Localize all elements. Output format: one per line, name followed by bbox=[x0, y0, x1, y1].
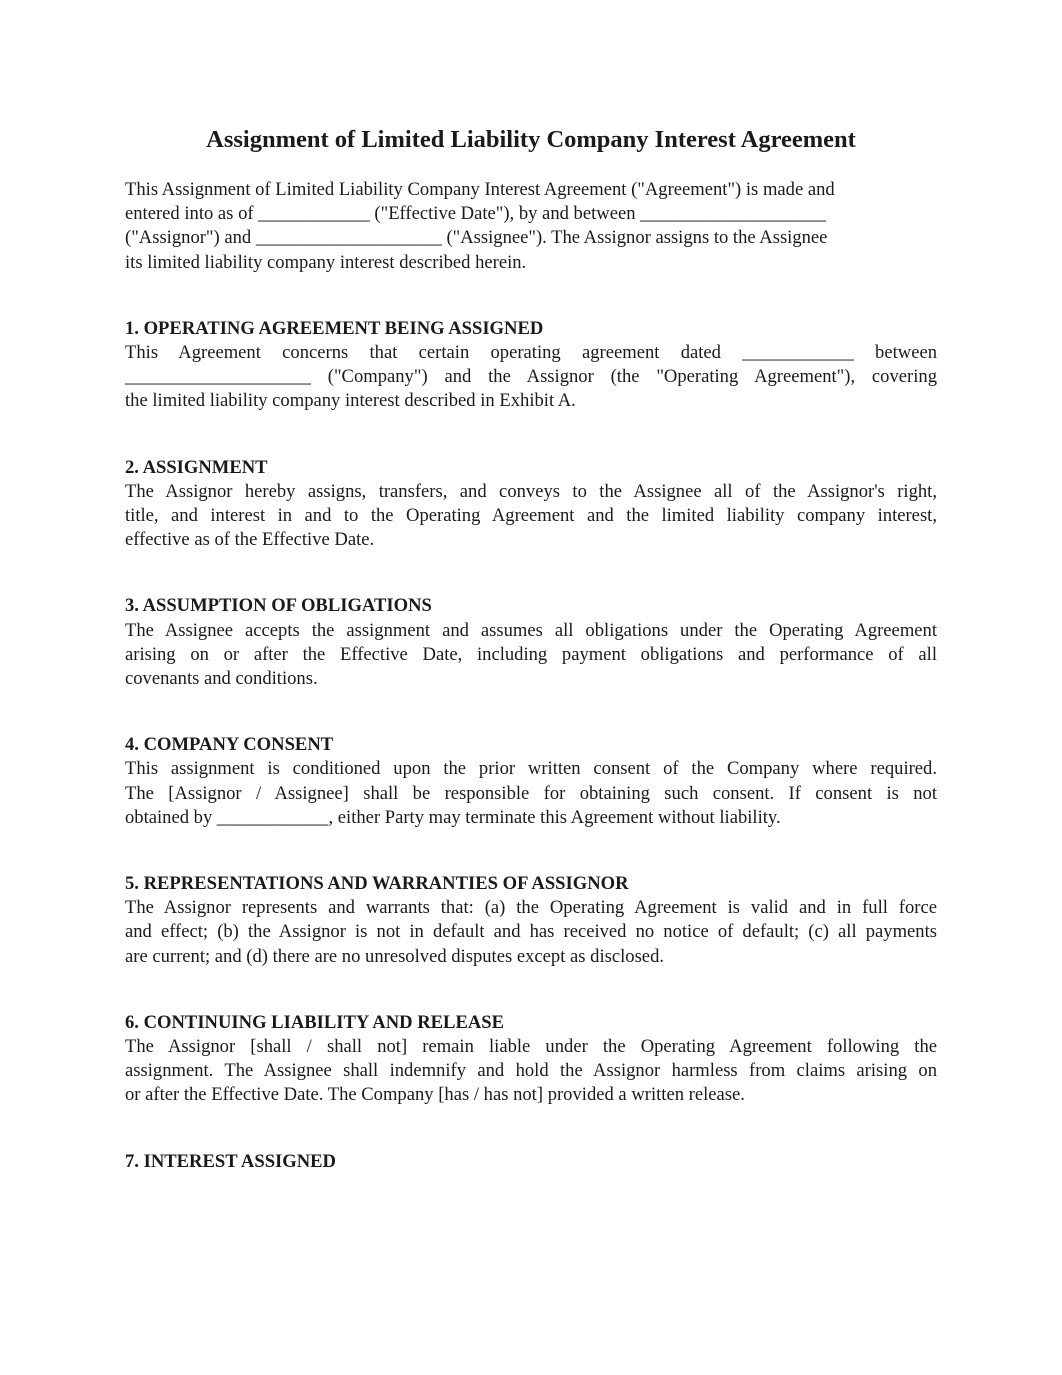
section-line: covenants and conditions. bbox=[125, 668, 318, 690]
section-assignment bbox=[125, 456, 937, 553]
section-body bbox=[125, 757, 937, 830]
section-heading: 1. OPERATING AGREEMENT BEING ASSIGNED bbox=[125, 317, 544, 339]
section-line: effective as of the Effective Date. bbox=[125, 529, 375, 551]
section-interest-assigned bbox=[125, 1150, 937, 1174]
section-line: the limited liability company interest described in Exhibit A. bbox=[125, 390, 576, 412]
section-line: The Assignor hereby assigns, transfers, and conveys to the Assignee all of the Assignor's right, bbox=[125, 480, 937, 502]
section-heading: 2. ASSIGNMENT bbox=[125, 456, 268, 478]
document-title: Assignment of Limited Liability Company Interest Agreement bbox=[206, 126, 856, 153]
section-representations-and-warranties bbox=[125, 872, 937, 969]
section-heading: 6. CONTINUING LIABILITY AND RELEASE bbox=[125, 1011, 505, 1033]
section-heading: 4. COMPANY CONSENT bbox=[125, 734, 334, 756]
intro-line: entered into as of ____________ ("Effective Date"), by and between ____________________ bbox=[125, 203, 827, 225]
section-line: are current; and (d) there are no unresolved disputes except as disclosed. bbox=[125, 945, 665, 967]
section-line: arising on or after the Effective Date, including payment obligations and performance of all bbox=[125, 643, 937, 665]
section-line: obtained by ____________, either Party may terminate this Agreement without liability. bbox=[125, 806, 781, 828]
section-line: The Assignor represents and warrants that: (a) the Operating Agreement is valid and in full force bbox=[125, 897, 937, 919]
section-heading: 7. INTEREST ASSIGNED bbox=[125, 1150, 336, 1172]
intro-line: ("Assignor") and ____________________ ("Assignee"). The Assignor assigns to the Assignee bbox=[125, 227, 828, 249]
intro-line: This Assignment of Limited Liability Company Interest Agreement ("Agreement") is made and bbox=[125, 179, 835, 200]
intro-paragraph bbox=[125, 178, 937, 275]
section-line: and effect; (b) the Assignor is not in default and has received no notice of default; (c) all payments bbox=[125, 921, 937, 943]
section-body bbox=[125, 896, 937, 969]
section-line: title, and interest in and to the Operating Agreement and the limited liability company interest, bbox=[125, 505, 937, 527]
section-heading: 5. REPRESENTATIONS AND WARRANTIES OF ASSIGNOR bbox=[125, 873, 629, 895]
section-line: The Assignor [shall / shall not] remain liable under the Operating Agreement following the bbox=[125, 1036, 937, 1058]
section-line: The Assignee accepts the assignment and assumes all obligations under the Operating Agreement bbox=[125, 619, 937, 641]
section-line: This Agreement concerns that certain operating agreement dated ____________ between bbox=[125, 342, 937, 364]
section-operating-agreement bbox=[125, 317, 937, 414]
section-company-consent bbox=[125, 733, 937, 830]
section-body bbox=[125, 619, 937, 692]
section-body bbox=[125, 480, 937, 553]
section-body bbox=[125, 341, 937, 414]
section-assumption-of-obligations bbox=[125, 594, 937, 691]
section-line: The [Assignor / Assignee] shall be responsible for obtaining such consent. If consent is not bbox=[125, 782, 937, 804]
intro-line: its limited liability company interest described herein. bbox=[125, 251, 527, 273]
section-line: ____________________ ("Company") and the Assignor (the "Operating Agreement"), covering bbox=[125, 366, 937, 388]
section-heading: 3. ASSUMPTION OF OBLIGATIONS bbox=[125, 595, 432, 617]
section-continuing-liability bbox=[125, 1011, 937, 1108]
section-line: This assignment is conditioned upon the prior written consent of the Company where required. bbox=[125, 758, 937, 780]
section-line: assignment. The Assignee shall indemnify and hold the Assignor harmless from claims arising on bbox=[125, 1060, 937, 1082]
section-body bbox=[125, 1035, 937, 1108]
section-line: or after the Effective Date. The Company [has / has not] provided a written release. bbox=[125, 1084, 745, 1106]
